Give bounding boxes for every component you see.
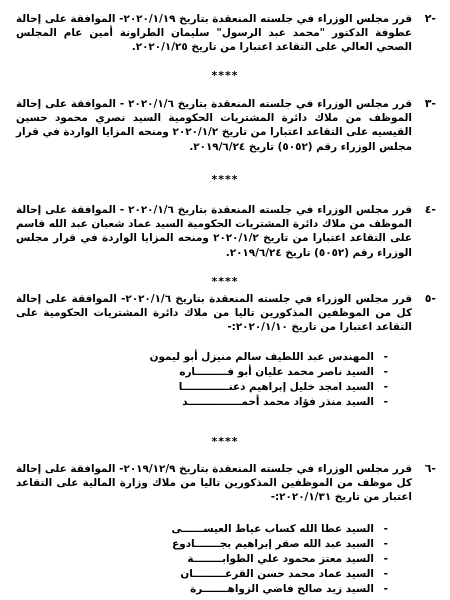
list-item: -السيد عطا الله كساب عياط العيســــــى (171, 523, 388, 535)
item-number: -٤ (424, 203, 436, 216)
decision-text: قرر مجلس الوزراء في جلسته المنعقدة بتاريخ ٢٠٢٠/١/٦- الموافقة على إحالة كل من الموظفين المذكورين تاليا من ملاك دائرة المشتريات الحكومية على التقاعد اعتبارا من تاريخ ٢٠٢٠/١/١٠:- (16, 293, 413, 334)
decision-text: قرر مجلس الوزراء في جلسته المنعقدة بتاريخ ٢٠١٩/١٢/٩- الموافقة على إحالة كل موظف من الموظفين المذكورين تاليا من ملاك وزارة المالية على التقاعد اعتبار من تاريخ ٢٠٢٠/١/٣١:- (16, 463, 412, 504)
separator: **** (211, 69, 239, 82)
decision-section-6 (16, 462, 436, 505)
separator: **** (211, 275, 239, 288)
decision-section-3 (16, 97, 436, 154)
item-number: -٦ (424, 462, 436, 475)
decision-text: قرر مجلس الوزراء في جلسته المنعقدة بتاريخ ٢٠٢٠/١/١٩- الموافقة على إحالة عطوفة الدكتور "محمد عبد الرسول" سليمان الطراونة أمين عام المجلس الصحي العالي على التقاعد اعتبارا من تاريخ ٢٠٢٠/١/٢٥. (16, 13, 412, 54)
names-list-5 (128, 350, 388, 410)
list-item: -السيد منذر فؤاد محمد أحمـــــــــــــــد (182, 396, 388, 408)
decision-text: قرر مجلس الوزراء في جلسته المنعقدة بتاريخ ٢٠٢٠/١/٦ - الموافقة على إحالة الموظف من ملاك دائرة المشتريات الحكومية السيد عماد شعبان عبد الله قاسم على التقاعد اعتبارا من تاريخ ٢٠٢٠/١/٢ ومنحه المزايا الواردة في قرار مجلس الوزراء رقم (٥٠٥٢) تاريخ ٢٠١٩/٦/٢٤. (16, 204, 413, 259)
list-item: -السيد معتز محمود علي الطوابــــــــة (187, 553, 388, 565)
list-item: -المهندس عبد اللطيف سالم منيزل أبو ليمون (149, 351, 388, 363)
list-item: -السيد عبد الله صقر إبراهيم بجـــــــادوع (172, 538, 388, 550)
decision-section-5 (16, 292, 436, 335)
list-item: -السيد امجد خليل إبراهيم دعنـــــــــــــا (178, 381, 388, 393)
item-number: -٢ (424, 12, 436, 25)
list-item: -السيد زيد صالح فاضي الزواهـــــــرة (190, 583, 388, 595)
decision-section-4 (16, 203, 436, 260)
item-number: -٣ (424, 97, 436, 110)
separator: **** (211, 173, 239, 186)
item-number: -٥ (424, 292, 436, 305)
list-item: -السيد ناصر محمد عليان أبو فـــــــــاره (179, 366, 388, 378)
decision-text: قرر مجلس الوزراء في جلسته المنعقدة بتاريخ ٢٠٢٠/١/٦ - الموافقة على إحالة الموظف من ملاك دائرة المشتريات الحكومية السيد نصري محمود حسين القيسيه على التقاعد اعتبارا من تاريخ ٢٠٢٠/١/٢ ومنحه المزايا الواردة في قرار مجلس الوزراء رقم (٥٠٥٢) تاريخ ٢٠١٩/٦/٢٤. (16, 98, 412, 153)
list-item: -السيد عماد محمد حسن القرعـــــــــان (180, 568, 388, 580)
decision-section-2 (16, 12, 436, 55)
separator: **** (211, 435, 239, 448)
names-list-6 (128, 522, 388, 597)
